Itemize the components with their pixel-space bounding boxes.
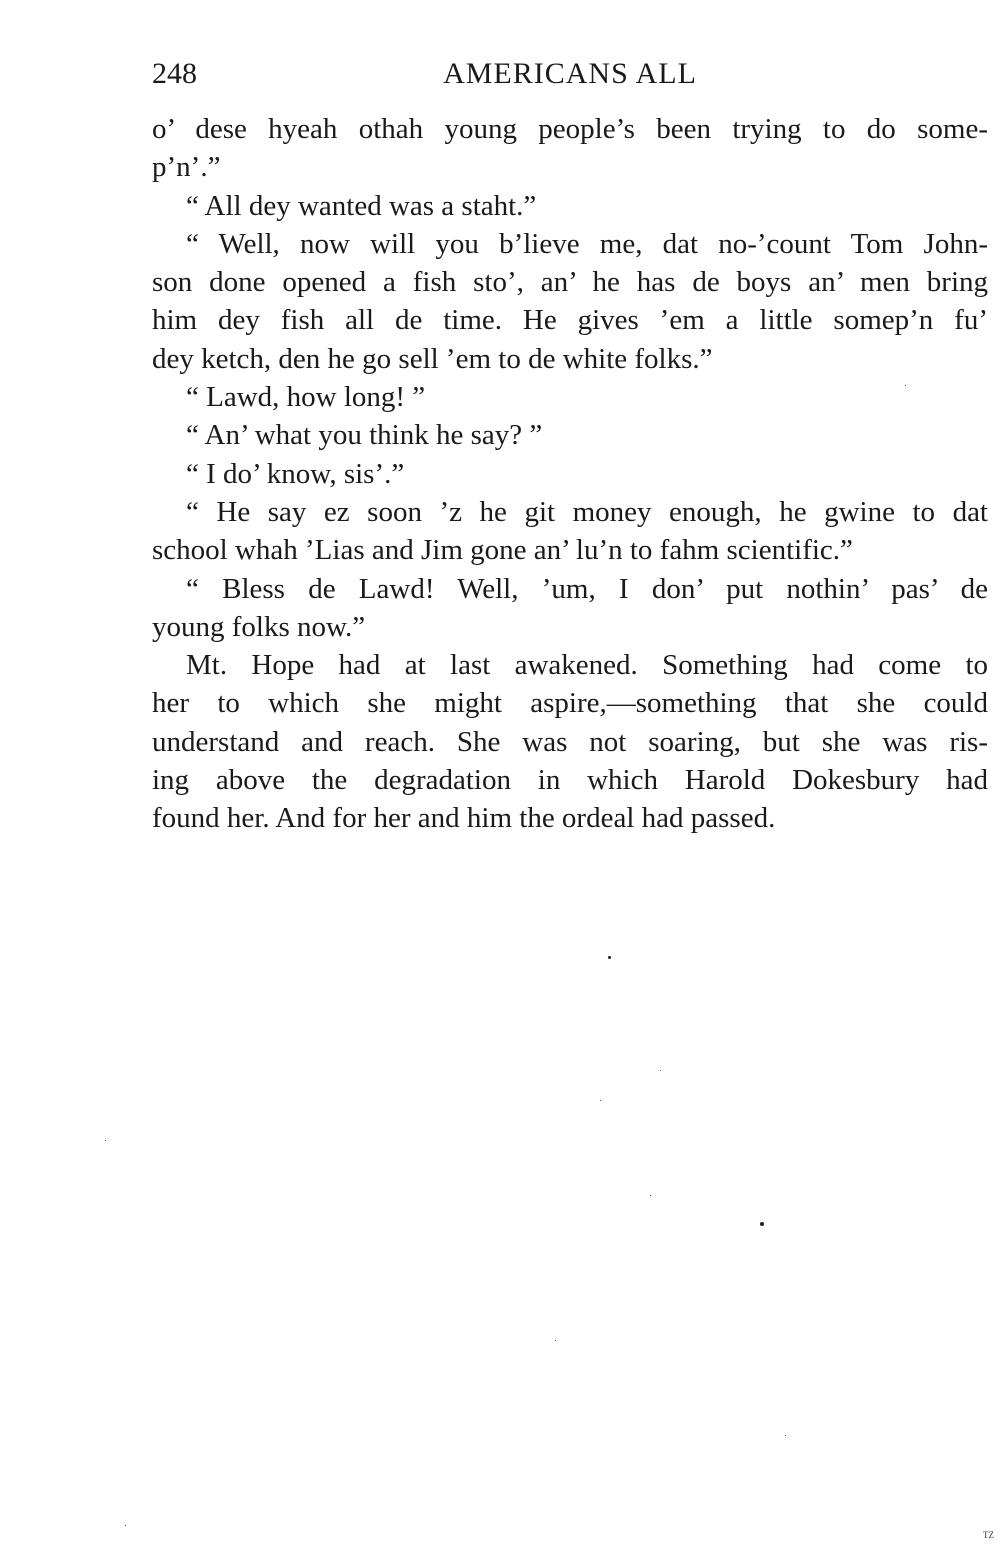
scan-speck [105, 1140, 106, 1141]
text-line: “ Lawd, how long! ” [186, 381, 426, 414]
text-line: “ An’ what you think he say? ” [186, 419, 543, 452]
scan-speck [760, 1222, 764, 1226]
scan-speck [660, 1070, 661, 1071]
text-line: understand and reach. She was not soaring, but she was ris- [152, 725, 988, 758]
running-head [152, 54, 988, 94]
scan-speck [608, 956, 611, 959]
text-line: him dey fish all de time. He gives ’em a little somep’n fu’ [152, 304, 988, 337]
text-line: “ All dey wanted was a staht.” [186, 189, 537, 222]
text-line: Mt. Hope had at last awakened. Something had come to [186, 649, 988, 682]
running-title: AMERICANS ALL [443, 57, 697, 90]
corner-mark: TZ [983, 1530, 994, 1540]
text-line: “ I do’ know, sis’.” [186, 457, 405, 490]
text-line: her to which she might aspire,—something that she could [152, 687, 988, 720]
scan-speck [555, 1340, 556, 1341]
scan-speck [905, 385, 906, 386]
page-number: 248 [152, 57, 197, 90]
scan-speck [600, 1100, 601, 1101]
text-line: “ He say ez soon ’z he git money enough, he gwine to dat [186, 495, 988, 528]
text-line: “ Well, now will you b’lieve me, dat no-’count Tom John- [186, 227, 988, 260]
text-line: dey ketch, den he go sell ’em to de white folks.” [152, 342, 713, 375]
text-line: son done opened a fish sto’, an’ he has de boys an’ men bring [152, 266, 988, 299]
text-line: school whah ’Lias and Jim gone an’ lu’n to fahm scientific.” [152, 534, 853, 567]
text-line: young folks now.” [152, 610, 366, 643]
scan-speck [785, 1435, 786, 1436]
scan-speck [125, 1525, 126, 1526]
text-line: “ Bless de Lawd! Well, ’um, I don’ put nothin’ pas’ de [186, 572, 988, 605]
body-text [152, 110, 988, 838]
scan-speck [650, 1195, 651, 1196]
text-line: found her. And for her and him the ordeal had passed. [152, 802, 776, 835]
text-line: ing above the degradation in which Harold Dokesbury had [152, 764, 988, 797]
text-line: o’ dese hyeah othah young people’s been trying to do some- [152, 113, 988, 145]
text-line: p’n’.” [152, 151, 221, 184]
